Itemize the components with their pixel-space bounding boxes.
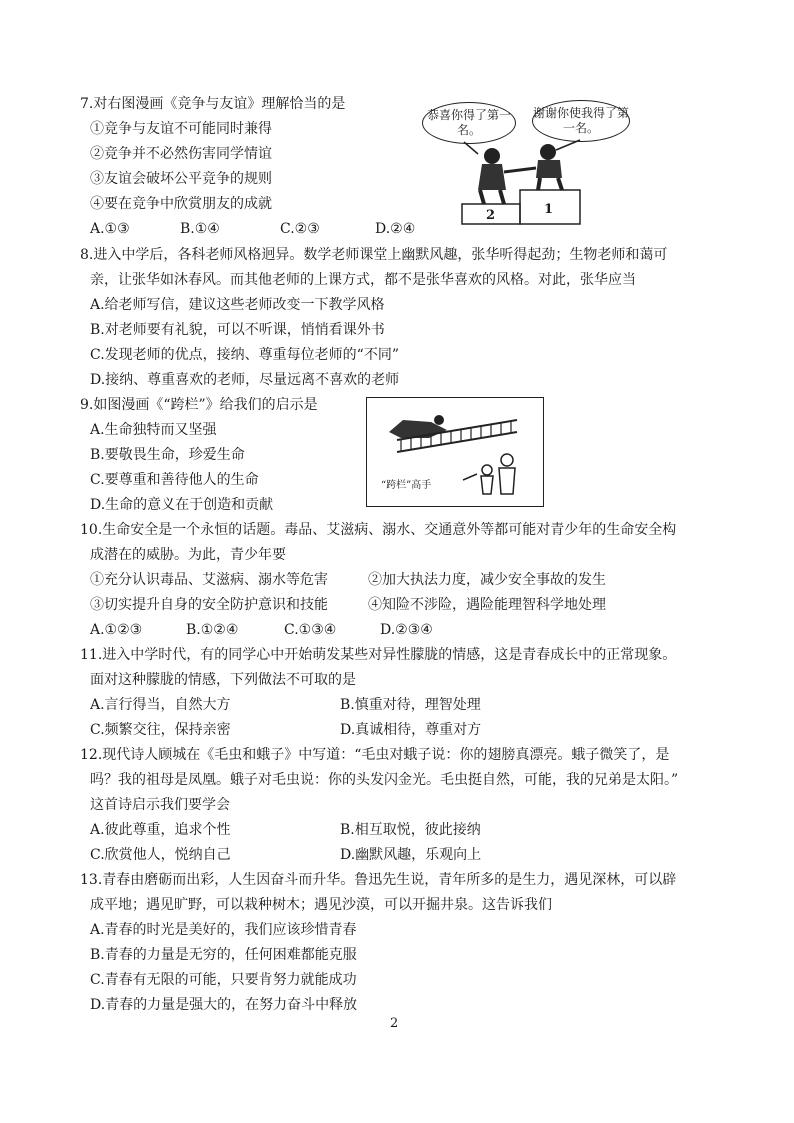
q11-option-c: C.频繁交往，保持亲密 xyxy=(90,722,231,738)
q7-stem: 7.对右图漫画《竞争与友谊》理解恰当的是 xyxy=(80,96,346,112)
q13-option-b: B.青春的力量是无穷的，任何困难都能克服 xyxy=(90,947,357,963)
q11-option-b: B.慎重对待，理智处理 xyxy=(340,697,481,713)
q8-stem-line2: 亲，让张华如沐春风。而其他老师的上课方式，都不是张华喜欢的风格。对此，张华应当 xyxy=(90,272,636,288)
q13-stem-line2: 成平地；遇见旷野，可以栽种树木；遇见沙漠，可以开掘井泉。这告诉我们 xyxy=(90,897,552,913)
q10-item-3: ③切实提升自身的安全防护意识和技能 xyxy=(90,597,328,613)
q12-stem-line3: 这首诗启示我们要学会 xyxy=(90,797,230,813)
page-number: 2 xyxy=(390,1016,399,1031)
q7-choice-b: B.①④ xyxy=(180,221,220,237)
q9-option-d: D.生命的意义在于创造和贡献 xyxy=(90,497,274,513)
q11-option-a: A.言行得当，自然大方 xyxy=(90,697,231,713)
q12-option-a: A.彼此尊重，追求个性 xyxy=(90,822,231,838)
q10-choices xyxy=(90,621,510,639)
podium-figures-illustration xyxy=(420,98,630,226)
q10-stem-line1: 10.生命安全是一个永恒的话题。毒品、艾滋病、溺水、交通意外等都可能对青少年的生命安全构 xyxy=(80,522,677,538)
q7-item-4: ④要在竞争中欣赏朋友的成就 xyxy=(90,196,272,212)
q10-items-row2 xyxy=(90,596,650,614)
q7-choice-d: D.②④ xyxy=(375,221,416,237)
q10-item-4: ④知险不涉险，遇险能理智科学地处理 xyxy=(368,597,606,613)
podium-second-label: 2 xyxy=(486,208,496,223)
q12-options-row2 xyxy=(90,846,590,864)
speech-bubble-right: 谢谢你使我得了第一名。 xyxy=(532,100,630,142)
q13-stem-line1: 13.青春由磨砺而出彩，人生因奋斗而升华。鲁迅先生说，青年所多的是生力，遇见深林，可以辟 xyxy=(80,872,677,888)
q13-option-c: C.青春有无限的可能，只要肯努力就能成功 xyxy=(90,972,357,988)
q7-item-2: ②竞争并不必然伤害同学情谊 xyxy=(90,146,272,162)
hurdle-caption: “跨栏”高手 xyxy=(381,480,432,491)
q10-stem-line2: 成潜在的威胁。为此，青少年要 xyxy=(90,547,286,563)
q9-option-a: A.生命独特而又坚强 xyxy=(90,422,217,438)
q10-items-row1 xyxy=(90,571,650,589)
q9-stem: 9.如图漫画《“跨栏”》给我们的启示是 xyxy=(80,397,318,413)
q12-option-d: D.幽默风趣，乐观向上 xyxy=(340,847,482,863)
q12-option-c: C.欣赏他人，悦纳自己 xyxy=(90,847,231,863)
q11-stem-line2: 面对这种朦胧的情感，下列做法不可取的是 xyxy=(90,672,356,688)
q10-item-1: ①充分认识毒品、艾滋病、溺水等危害 xyxy=(90,572,328,588)
q12-stem-line2: 吗？我的祖母是凤凰。蛾子对毛虫说：你的头发闪金光。毛虫挺自然，可能，我的兄弟是太阳。” xyxy=(90,772,679,788)
q11-options-row2 xyxy=(90,721,590,739)
q7-choice-c: C.②③ xyxy=(280,221,320,237)
q9-option-c: C.要尊重和善待他人的生命 xyxy=(90,472,259,488)
q12-stem-line1: 12.现代诗人顾城在《毛虫和蛾子》中写道：“毛虫对蛾子说：你的翅膀真漂亮。蛾子微笑了，是 xyxy=(80,747,670,763)
q13-option-a: A.青春的时光是美好的，我们应该珍惜青春 xyxy=(90,922,357,938)
q10-item-2: ②加大执法力度，减少安全事故的发生 xyxy=(368,572,606,588)
q8-option-c: C.发现老师的优点，接纳、尊重每位老师的“不同” xyxy=(90,347,399,363)
q12-option-b: B.相互取悦，彼此接纳 xyxy=(340,822,481,838)
q9-option-b: B.要敬畏生命，珍爱生命 xyxy=(90,447,245,463)
q12-options-row1 xyxy=(90,821,590,839)
q7-item-1: ①竞争与友谊不可能同时兼得 xyxy=(90,121,272,137)
q10-choice-c: C.①③④ xyxy=(284,622,337,638)
q10-choice-a: A.①②③ xyxy=(90,622,143,638)
q11-stem-line1: 11.进入中学时代，有的同学心中开始萌发某些对异性朦胧的情感，这是青春成长中的正常现象。 xyxy=(80,647,677,663)
q10-choice-d: D.②③④ xyxy=(380,622,433,638)
competition-friendship-cartoon xyxy=(420,98,630,226)
podium-first-label: 1 xyxy=(544,202,554,217)
q8-option-a: A.给老师写信，建议这些老师改变一下教学风格 xyxy=(90,297,385,313)
q8-option-b: B.对老师要有礼貌，可以不听课，悄悄看课外书 xyxy=(90,322,385,338)
q10-choice-b: B.①②④ xyxy=(186,622,239,638)
q8-option-d: D.接纳、尊重喜欢的老师，尽量远离不喜欢的老师 xyxy=(90,372,400,388)
q13-option-d: D.青春的力量是强大的，在努力奋斗中释放 xyxy=(90,997,358,1013)
hurdle-cartoon xyxy=(366,397,544,507)
speech-bubble-left: 恭喜你得了第一名。 xyxy=(422,102,516,144)
q11-options-row1 xyxy=(90,696,590,714)
q7-choice-a: A.①③ xyxy=(90,221,130,237)
q8-stem-line1: 8.进入中学后，各科老师风格迥异。数学老师课堂上幽默风趣，张华听得起劲；生物老师和蔼可 xyxy=(80,247,668,263)
q7-item-3: ③友谊会破坏公平竞争的规则 xyxy=(90,171,272,187)
q11-option-d: D.真诚相待，尊重对方 xyxy=(340,722,482,738)
